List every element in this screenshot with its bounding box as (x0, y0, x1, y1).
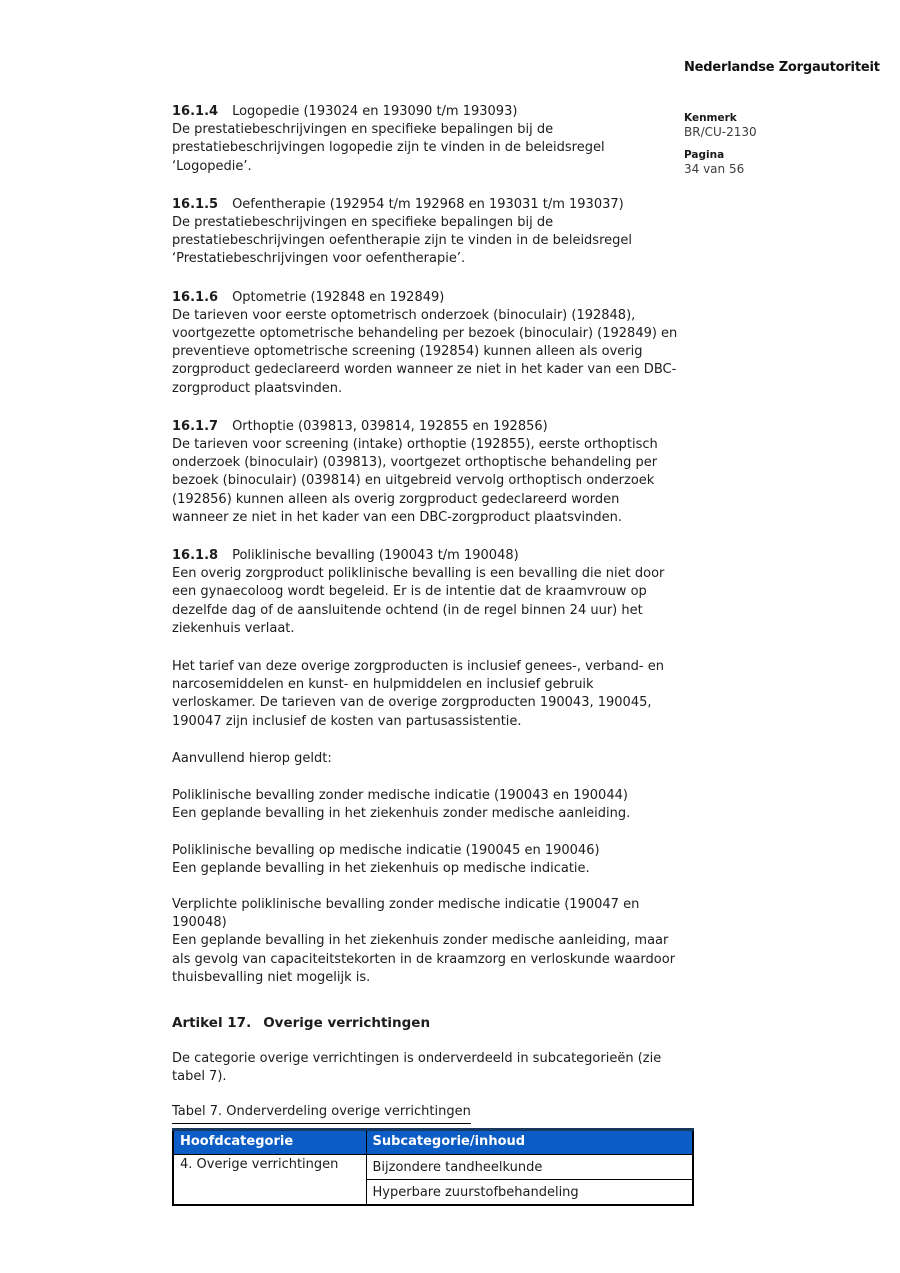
section-body: De tarieven voor screening (intake) orthoptie (192855), eerste orthoptisch onderzoek (binoculair) (039813), voortgezet orthoptische behandeling per bezoek (binoculair) (039814) en uitgebreid vervolg orthoptisch onderzoek (192856) kunnen alleen als overig zorgproduct gedeclareerd worden wanneer ze niet in het kader van een DBC-zorgproduct plaatsvinden. (172, 437, 658, 525)
meta-kenmerk-value: BR/CU-2130 (684, 125, 757, 139)
section-body: Een overig zorgproduct poliklinische bevalling is een bevalling die niet door een gynaecoloog wordt begeleid. Er is de intentie dat de kraamvrouw op dezelfde dag of de aansluitende ochtend (in de regel binnen 24 uur) het ziekenhuis verlaat. (172, 566, 665, 636)
paragraph-tarief: Het tarief van deze overige zorgproducten is inclusief genees-, verband- en narcosemiddelen en kunst- en hulpmiddelen en inclusief gebruik verloskamer. De tarieven van de overige zorgproducten 190043, 190045, 190047 zijn inclusief de kosten van partusassistentie. (172, 659, 664, 729)
section-heading (172, 547, 678, 565)
table-cell-subcategory-1: Bijzondere tandheelkunde (366, 1154, 693, 1179)
section-number: 16.1.6 (172, 289, 219, 305)
section-16-1-4 (172, 103, 678, 176)
section-number: 16.1.5 (172, 196, 219, 212)
section-body: De tarieven voor eerste optometrisch onderzoek (binoculair) (192848), voortgezette optometrische behandeling per bezoek (binoculair) (192849) en preventieve optometrische screening (192854) kunnen alleen als overig zorgproduct gedeclareerd worden wanneer ze niet in het kader van een DBC-zorgproduct plaatsvinden. (172, 307, 678, 396)
artikel-title: Overige verrichtingen (263, 1014, 431, 1031)
artikel-heading (172, 1014, 678, 1032)
table-header-subcategorie: Subcategorie/inhoud (366, 1129, 693, 1154)
section-title: Oefentherapie (192954 t/m 192968 en 193031 t/m 193037) (232, 196, 624, 212)
meta-panel (684, 112, 854, 186)
bevalling-item-title: Poliklinische bevalling op medische indicatie (190045 en 190046) (172, 842, 600, 858)
meta-kenmerk-label: Kenmerk (684, 112, 737, 124)
tabel-7 (172, 1128, 694, 1206)
bevalling-item-desc: Een geplande bevalling in het ziekenhuis zonder medische aanleiding, maar als gevolg van capaciteitstekorten in de kraamzorg en verloskunde waardoor thuisbevalling niet mogelijk is. (172, 933, 676, 985)
main-text-column (172, 103, 678, 1206)
bevalling-item-2 (172, 842, 678, 878)
section-16-1-5 (172, 196, 678, 269)
meta-pagina-value: 34 van 56 (684, 162, 745, 176)
table-cell-subcategory-2: Hyperbare zuurstofbehandeling (366, 1179, 693, 1205)
bevalling-item-title: Verplichte poliklinische bevalling zonder medische indicatie (190047 en 190048) (172, 896, 640, 931)
meta-pagina-label: Pagina (684, 149, 725, 161)
section-title: Logopedie (193024 en 193090 t/m 193093) (232, 104, 518, 119)
bevalling-item-desc: Een geplande bevalling in het ziekenhuis op medische indicatie. (172, 860, 590, 876)
section-title: Optometrie (192848 en 192849) (232, 289, 445, 305)
section-16-1-7 (172, 418, 678, 527)
section-number: 16.1.8 (172, 548, 219, 564)
table-header-hoofdcategorie: Hoofdcategorie (173, 1129, 366, 1154)
bevalling-item-3 (172, 896, 678, 987)
section-16-1-6 (172, 289, 678, 398)
section-body: De prestatiebeschrijvingen en specifieke bepalingen bij de prestatiebeschrijvingen logopedie zijn te vinden in de beleidsregel ‘Logopedie’. (172, 122, 605, 174)
bevalling-item-title: Poliklinische bevalling zonder medische indicatie (190043 en 190044) (172, 788, 628, 804)
section-heading (172, 196, 678, 214)
brand-title: Nederlandse Zorgautoriteit (684, 60, 880, 75)
table-row (173, 1154, 693, 1179)
paragraph-aanvullend: Aanvullend hierop geldt: (172, 750, 332, 766)
artikel-intro: De categorie overige verrichtingen is onderverdeeld in subcategorieën (zie tabel 7). (172, 1051, 662, 1085)
section-heading (172, 418, 678, 436)
section-heading (172, 289, 678, 307)
section-title: Poliklinische bevalling (190043 t/m 190048) (232, 548, 519, 564)
section-16-1-8 (172, 547, 678, 638)
table-header-row (173, 1129, 693, 1154)
bevalling-item-1 (172, 787, 678, 823)
table-caption: Tabel 7. Onderverdeling overige verrichtingen (172, 1103, 471, 1124)
section-heading (172, 103, 678, 121)
section-number: 16.1.4 (172, 104, 219, 119)
bevalling-item-desc: Een geplande bevalling in het ziekenhuis zonder medische aanleiding. (172, 806, 631, 822)
section-number: 16.1.7 (172, 418, 219, 434)
artikel-number: Artikel 17. (172, 1014, 252, 1031)
section-title: Orthoptie (039813, 039814, 192855 en 192856) (232, 418, 548, 434)
table-cell-main-category: 4. Overige verrichtingen (173, 1154, 366, 1205)
section-body: De prestatiebeschrijvingen en specifieke bepalingen bij de prestatiebeschrijvingen oefentherapie zijn te vinden in de beleidsregel ‘Prestatiebeschrijvingen voor oefentherapie’. (172, 215, 632, 267)
